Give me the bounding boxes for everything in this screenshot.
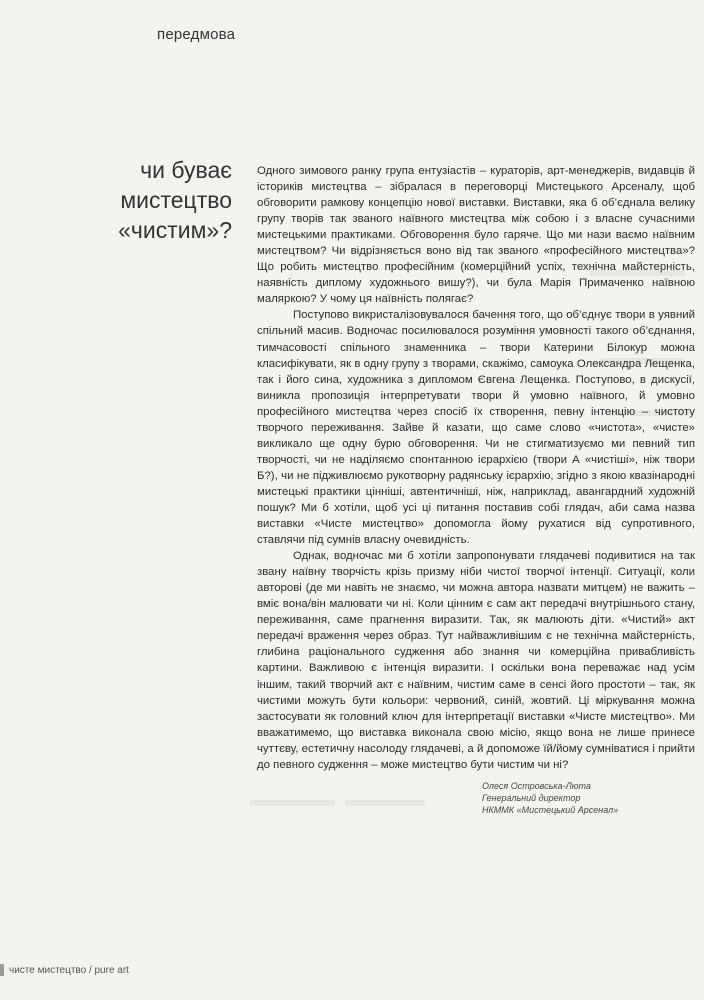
signature-organization: НКММК «Мистецький Арсенал» — [482, 805, 619, 815]
paragraph: Однак, водночас ми б хотіли запропонувати глядачеві подивитися на так звану наївну творчість крізь призму ніби чистої творчої інтенції. Ситуації, коли авторові (де ми навіть не знаємо, чи можна автора назвати митцем) не важить – вміє вона/він малювати чи ні. Коли цінним є сам акт передачі внутрішнього стану, переживання, саме прагнення виразити. Так, як малюють діти. «Чистий» акт передачі враження через образ. Тут найважливішим є не технічна майстерність, глибина раціонального судження або знання чи комерційна привабливість картини. Важливою є інтенція виразити. І оскільки вона переважає над усім іншим, такий творчий акт є наївним, чистим саме в сенсі його простоти – так, як чистими можуть бути кольори: червоний, синій, жовтий. Ці міркування можна застосувати як головний ключ для інтерпретації виставки «Чисте мистецтво». Ми вважатимемо, що виставка виконала свою місію, якщо вона не лише принесе чуттєву, естетичну насолоду глядачеві, а й допоможе їй/йому сумніватися і прийти до певного судження – може мистецтво бути чистим чи ні? — [257, 550, 695, 771]
signature — [482, 780, 618, 816]
paragraph: Поступово викристалізовувалося бачення того, що об’єднує твори в уявний спільний масив. Водночас посилювалося розуміння умовності такого об’єднання, тимчасовості спільного знаменника – твори Катерини Білокур можна класифікувати, як в одну групу з творами, скажімо, самоука Олександра Лещенка, так і його сина, художника з дипломом Євгена Лещенка. Поступово, в дискусії, виникла пропозиція інтерпретувати твори й умовно наївного, й умовно професійного мистецтва через спосіб їх створення, певну інтенцію – чистоту творчого переживання. Зайве й казати, що саме слово «чистота», «чисте» викликало ще одну бурю обговорення. Чи не стигматизуємо ми певний тип творчості, чи не наділяємо спонтанною ієрархією (твори А «чистіші», ніж твори Б?), чи не підживлюємо рукотворну радянську ієрархію, згідно з якою квазінародні мистецькі практики цінніші, автентичніші, ніж, наприклад, авангардний художній пошук? Ми б хотіли, щоб усі ці питання поставив собі глядач, аби сама назва виставки «Чисте мистецтво» допомогла йому рухатися від супротивного, ставлячи під сумнів власну очевидність. — [257, 309, 695, 547]
bleed-through-mark — [250, 800, 335, 806]
footer-title — [9, 965, 129, 976]
page-title: чи буває мистецтво «чистим»? — [118, 157, 232, 243]
article-body — [257, 163, 695, 773]
signature-name: Олеся Островська-Люта — [482, 781, 591, 791]
signature-position: Генеральний директор — [482, 793, 581, 803]
paragraph: Одного зимового ранку група ентузіастів – кураторів, арт-менеджерів, видавців й історикiв мистецтва – зібралася в переговорці Мистецького Арсеналу, щоб обговорити рамкову концепцію нової виставки. Виставки, яка б об’єднала велику групу творів так званого наївного мистецтва між собою і з власне сучасними мистецькими практиками. Обговорення було гаряче. Що ми нази ваємо наївним мистецтвом? Чи відрізняється воно від так званого «професійного мистецтва»? Що робить мистецтво професійним (комерційний успіх, технічна майстерність, наявність диплому художнього вишу?), чи була Марія Примаченко наївною маляркою? У чому ця наївність полягає? — [257, 165, 695, 306]
page-number-edge — [0, 964, 4, 976]
bleed-through-mark — [345, 800, 425, 806]
section-label: передмова — [157, 26, 236, 43]
footer-text: чисте мистецтво / pure art — [9, 965, 129, 976]
